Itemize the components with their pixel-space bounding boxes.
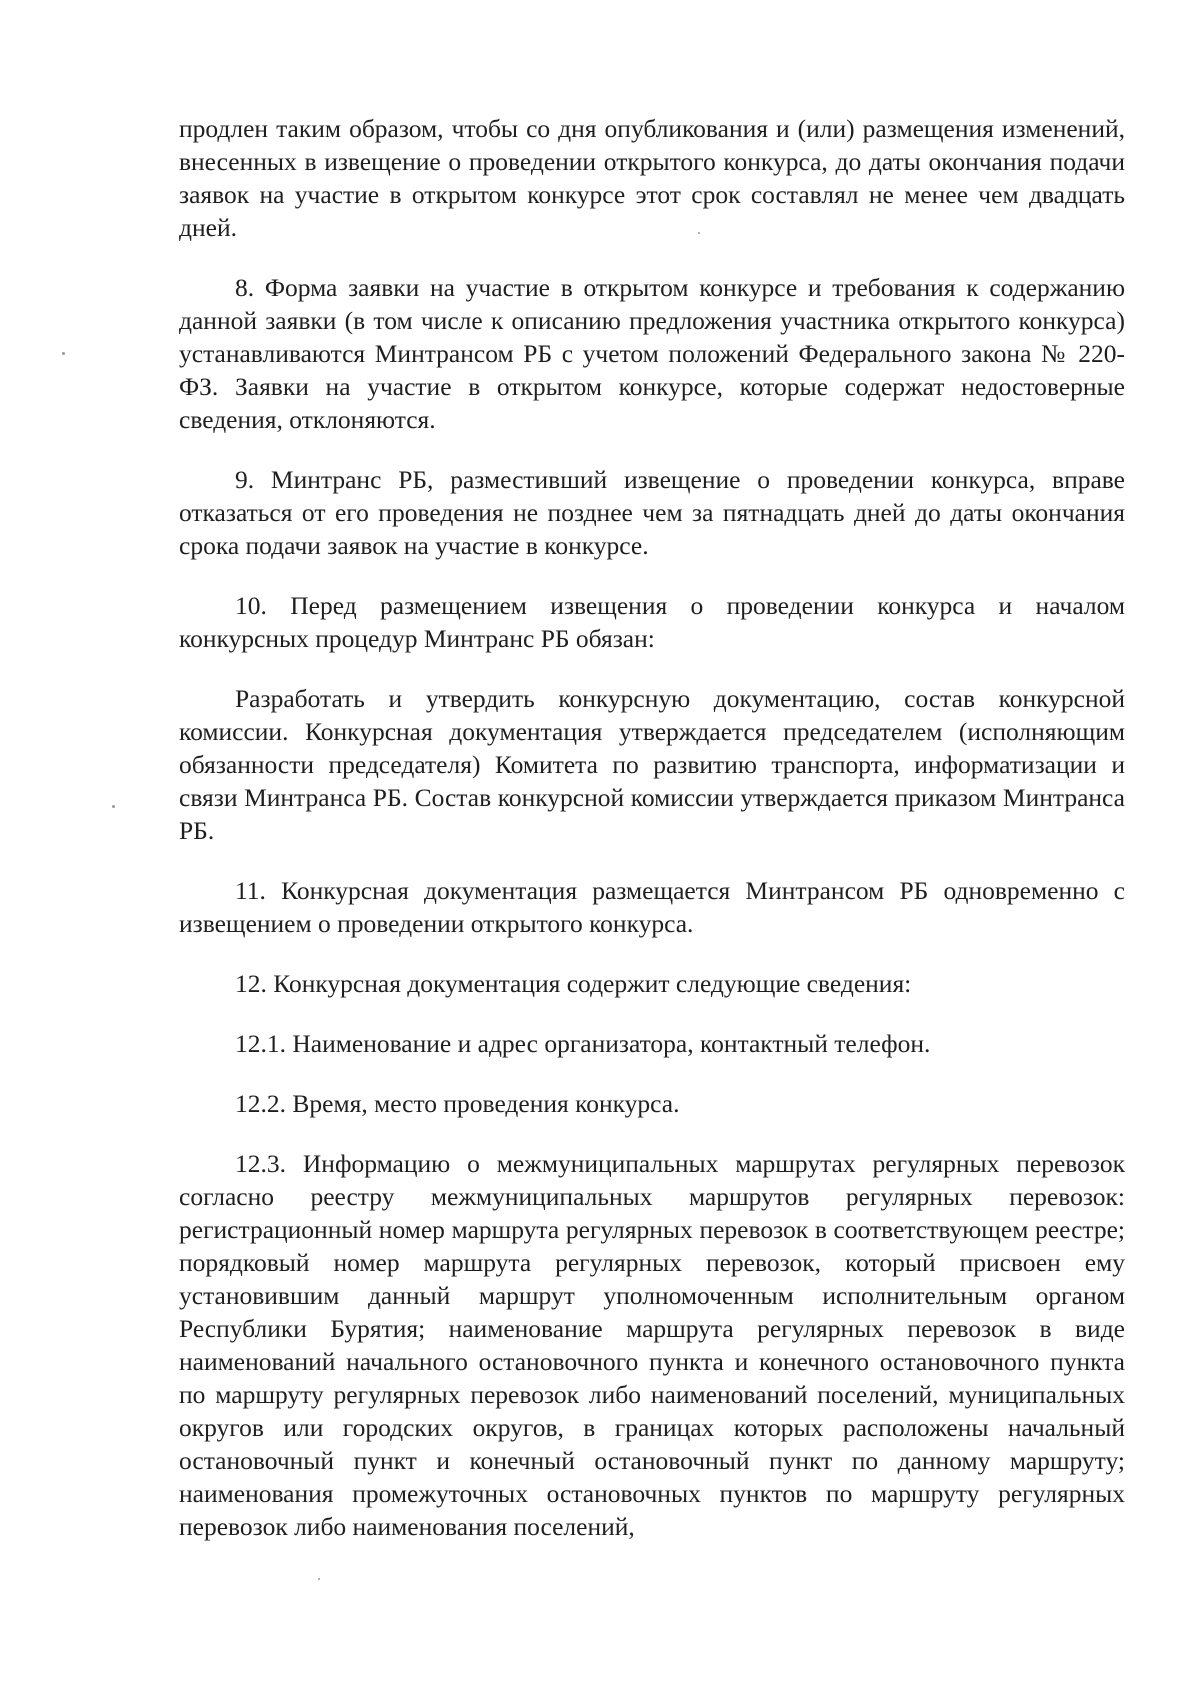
scan-speck bbox=[62, 352, 65, 355]
scan-speck bbox=[698, 232, 700, 234]
paragraph-12-1: 12.1. Наименование и адрес организатора, контактный телефон. bbox=[235, 1029, 931, 1058]
paragraph-8: 8. Форма заявки на участие в открытом конкурсе и требования к содержанию данной заявки (в том числе к описанию предложения участника открытого конкурса) устанавливаются Минтрансом РБ с учетом положений Федерального закона № 220-ФЗ. Заявки на участие в открытом конкурсе, которые содержат недостоверные сведения, отклоняются. bbox=[179, 273, 1125, 434]
scan-speck bbox=[112, 805, 115, 808]
paragraph-continuation: продлен таким образом, чтобы со дня опубликования и (или) размещения изменений, внесенных в извещение о проведении открытого конкурса, до даты окончания подачи заявок на участие в открытом конкурсе этот срок составлял не менее чем двадцать дней. bbox=[179, 114, 1125, 242]
paragraph-12-3: 12.3. Информацию о межмуниципальных маршрутах регулярных перевозок согласно реестру межмуниципальных маршрутов регулярных перевозок: регистрационный номер маршрута регулярных перевозок в соответствующем реестре; порядковый номер маршрута регулярных перевозок, который присвоен ему установившим данный маршрут уполномоченным исполнительным органом Республики Бурятия; наименование маршрута регулярных перевозок в виде наименований начального остановочного пункта и конечного остановочного пункта по маршруту регулярных перевозок либо наименований поселений, муниципальных округов или городских округов, в границах которых расположены начальный остановочный пункт и конечный остановочный пункт по данному маршруту; наименования промежуточных остановочных пунктов по маршруту регулярных перевозок либо наименования поселений, bbox=[179, 1149, 1125, 1541]
document-body bbox=[179, 112, 1125, 1543]
paragraph-12-2: 12.2. Время, место проведения конкурса. bbox=[235, 1089, 680, 1118]
paragraph-10-detail: Разработать и утвердить конкурсную документацию, состав конкурсной комиссии. Конкурсная документация утверждается председателем (исполняющим обязанности председателя) Комитета по развитию транспорта, информатизации и связи Минтранса РБ. Состав конкурсной комиссии утверждается приказом Минтранса РБ. bbox=[179, 684, 1125, 845]
paragraph-11: 11. Конкурсная документация размещается Минтрансом РБ одновременно с извещением о проведении открытого конкурса. bbox=[179, 876, 1125, 938]
paragraph-9: 9. Минтранс РБ, разместивший извещение о проведении конкурса, вправе отказаться от его проведения не позднее чем за пятнадцать дней до даты окончания срока подачи заявок на участие в конкурсе. bbox=[179, 465, 1125, 560]
scan-speck bbox=[318, 1578, 320, 1580]
paragraph-12: 12. Конкурсная документация содержит следующие сведения: bbox=[235, 969, 912, 998]
paragraph-10: 10. Перед размещением извещения о проведении конкурса и началом конкурсных процедур Минтранс РБ обязан: bbox=[179, 591, 1125, 653]
